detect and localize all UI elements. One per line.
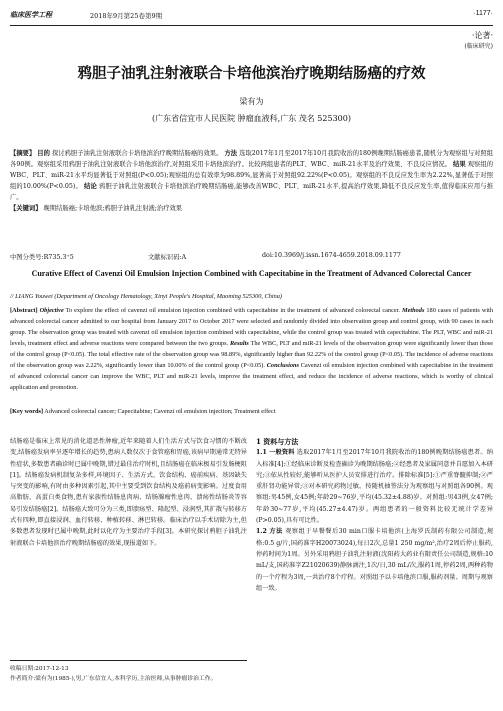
results-label: Results [229, 340, 249, 347]
keywords-text: 晚期结肠癌;卡培他滨;鸦胆子油乳注射液;治疗效果 [43, 205, 183, 212]
method-label: 方法 [224, 150, 238, 157]
purpose-label: 目的 [37, 150, 50, 157]
abstract-label: 【摘要】 [10, 150, 36, 157]
subsection-1-2-label: 1.2 方法 [256, 528, 283, 536]
journal-name: 临床医学工程 [10, 11, 52, 19]
body-right-column [256, 436, 493, 594]
affiliation: (广东省信宜市人民医院 肿瘤血液科,广东 茂名 525300) [152, 114, 351, 123]
en-keywords-text: Advanced colorectal cancer; Capecitabine; Cavenzi oil emulsion injection; Treatment effect [44, 408, 276, 415]
conclusions-label: Conclusions [266, 362, 299, 369]
english-author: // LIANG Youwei (Department of Oncology Hematology, Xinyi People's Hospital, Maoming 525300, China) [10, 293, 283, 300]
results-text: The WBC, PLT and miR-21 levels of the observation group were significantly lower than those of the control group (P<0.05). The total effective rate of the observation group was 98.89%, significantly higher than 92.22% of the control group (P<0.05). The incidence of adverse reactions of the observation group was 2.22%, significantly lower than 10.00% of the control group (P<0.05). [10, 340, 493, 369]
paper-title: 鸦胆子油乳注射液联合卡培他滨治疗晚期结肠癌的疗效 [77, 66, 426, 82]
received-date: 收稿日期:2017-12-13 [10, 666, 69, 672]
subsection-1-1-text: 选取2017年1月至2017年10月我院收治的180例晚期结肠癌患者。纳入标准[4]:①经临床诊断及检查确诊为晚期结肠癌;②经患者及家属同意并自愿加入本研究;③依从性较好,能够听从医护人员安排进行治疗。排除标准[5]:①严重脊髓抑制;②严重肝肾功能异常;③对本研究药物过敏。按随机抽签法分为观察组与对照组各90例。观察组:男45例,女45例;年龄29~76岁,平均(45.32±4.88)岁。对照组:男43例,女47例;年龄30~77岁,平均(45.27±4.47)岁。两组患者的一般资料比较无统计学差异(P>0.05),具有可比性。 [256, 449, 493, 525]
methods-label: Methods [402, 307, 425, 314]
author: 梁有为 [239, 97, 264, 106]
author-bio: 作者简介:梁有为(1985-),男,广东信宜人,本科学历,主治医师,从事肿瘤诊治工作。 [10, 676, 217, 682]
issue-date: 2018年9月第25卷第9期 [90, 12, 163, 20]
conclusion-text: 鸦胆子油乳注射液联合卡培他滨治疗晚期结肠癌,能够改善WBC、PLT、miR-21水平,提高治疗效果,降低不良反应发生率,值得临床应用与推广。 [10, 183, 493, 201]
purpose-text: 探讨鸦胆子油乳注射液联合卡培他滨治疗晚期结肠癌的效果。 [51, 150, 223, 157]
running-header [10, 10, 493, 24]
english-abstract [10, 305, 493, 393]
en-abstract-label: [Abstract] [10, 307, 38, 314]
clc-number: 中图分类号:R735.3⁺5 [10, 254, 74, 261]
intro-paragraph: 结肠癌是临床上常见的消化道恶性肿瘤,近年来随着人们生活方式与饮食习惯的不断改变,结肠癌发病率呈逐年增长的趋势,患病人数仅次于食管癌和胃癌,该病早期通常无特异性症状,多数患者确诊时已属中晚期,错过最佳治疗时机,且结肠癌在临床极易引发肠梗阻[1]。结肠癌发病机制复杂多样,环境因子、生活方式、饮食结构、癌前疾病、基因缺失与突变的影响,有时由多种因素引起,其中主要受到饮食结构及癌前病变影响。过度食用高脂肪、高蛋白类食物,患有家族性结肠息肉病、结肠腺瘤性息肉、溃疡性结肠炎等容易引发结肠癌[2]。结肠癌大致可分为三类,即溃疡型、隆起型、浸润型,其扩散与转移方式有四种,即直接浸润、血行转移、种植转移、淋巴转移。临床治疗以手术切除为主,但多数患者发现时已属中晚期,此时以化疗为主要治疗手段[3]。本研究探讨鸦胆子油乳注射液联合卡培他滨治疗晚期结肠癌的效果,现报道如下。 [10, 438, 247, 547]
objective-text: To explore the effect of cavenzi oil emulsion injection combined with capecitabine in the treatment of advanced colorectal cancer. [65, 307, 401, 314]
subsection-1-1-label: 1.1 一般资料 [256, 449, 295, 457]
conclusion-label: 结论 [84, 183, 97, 190]
section-heading: 1 资料与方法 [256, 437, 299, 446]
doi: doi:10.3969/j.issn.1674-4659.2018.09.1177 [262, 252, 401, 259]
received-footnote [10, 660, 247, 684]
section-name: ·论著· [471, 31, 493, 40]
doc-code: 文献标识码:A [148, 254, 187, 261]
result-text: 观察组的WBC、PLT、miR-21水平均显著低于对照组(P<0.05);观察组的总有效率为98.89%,显著高于对照组92.22%(P<0.05)。观察组的不良反应发生率为2.22%,显著低于对照组的10.00%(P<0.05)。 [10, 161, 494, 190]
conclusions-text: Cavenzi oil emulsion injection combined with capecitabine in the treatment of advanced colorectal cancer can improve the WBC, PLT and miR-21 levels, improve the treatment effect, and reduce the incidence of adverse reactions, which is worthy of clinical application and promotion. [10, 362, 493, 391]
result-label: 结果 [453, 161, 466, 168]
section-tag [464, 30, 493, 52]
english-keywords [10, 408, 493, 415]
english-title: Curative Effect of Cavenzi Oil Emulsion Injection Combined with Capecitabine in the Treatment of Advanced Colorectal Cancer [31, 269, 472, 278]
header-rule [10, 25, 493, 26]
keywords-label: 【关键词】 [10, 205, 42, 212]
subsection-1-2-text: 观察组于早餐餐后30 min口服卡培他滨(上海罗氏制药有限公司制造,规格:0.5 g/片,国药准字H20073024),每日2次,总量1 250 mg/m²,治疗2周后停止服药,停药时间为1周。另外采用鸦胆子油乳注射液(沈阳药大药业有限责任公司制造,规格:10 mL/支,国药准字Z21020639)静脉滴注,1次/日,30 mL/次,服药1周,停药2周,两种药物的一个疗程为3周,一共治疗8个疗程。对照组予以卡培他滨口服,服药剂量、周期与观察组一致。 [256, 528, 494, 592]
en-keywords-label: [Key words] [10, 408, 44, 415]
body-left-column [10, 436, 247, 549]
page-number: ·1177· [473, 10, 493, 17]
objective-label: Objective [39, 307, 64, 314]
methods-text: 180 cases of patients with advanced colorectal cancer admitted to our hospital from January 2017 to October 2017 were selected and randomly divided into observation group and control group, with 90 cases in each group. The observation group was treated with cavenzi oil emulsion injection combined with capecitabine, while the control group was treated with capecitabine. The PLT, WBC and miR-21 levels, treatment effect and adverse reactions were compared between the two groups. [10, 307, 494, 347]
chinese-abstract [10, 148, 493, 214]
method-text: 选取2017年1月至2017年10月我院收治的180例晚期结肠癌患者,随机分为观察组与对照组各90例。观察组采用鸦胆子油乳注射液联合卡培他滨治疗,对照组采用卡培他滨治疗。比较两组患者的PLT、WBC、miR-21水平及治疗效果、不良反应情况。 [10, 150, 494, 168]
section-sub: (临床研究) [464, 43, 493, 50]
